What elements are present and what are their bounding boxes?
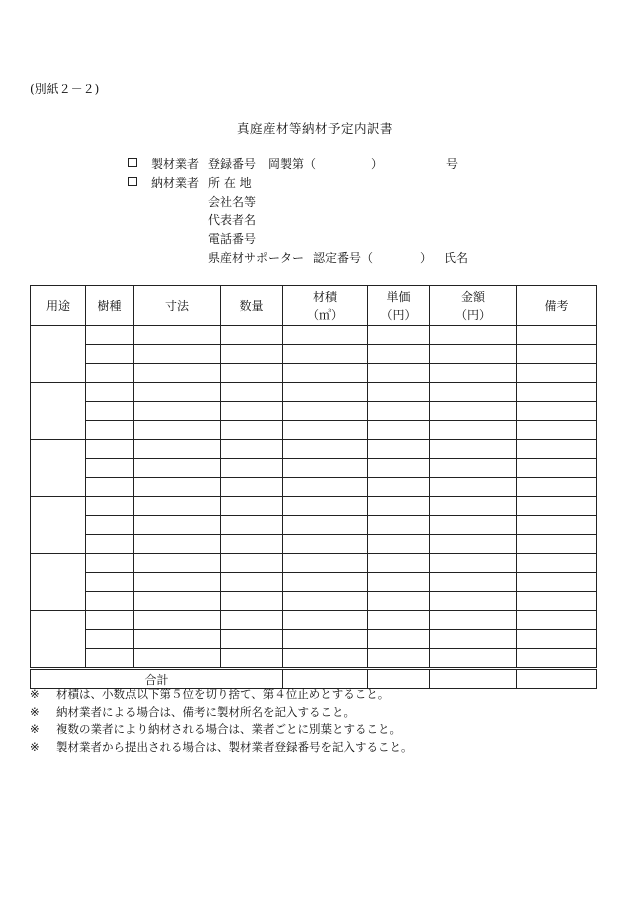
species-cell[interactable] xyxy=(86,649,134,669)
remarks-cell[interactable] xyxy=(517,402,597,421)
remarks-cell[interactable] xyxy=(517,383,597,402)
annex-label: (別紙２－２) xyxy=(30,82,100,96)
remarks-cell[interactable] xyxy=(517,554,597,573)
table-row xyxy=(31,478,597,497)
remarks-cell[interactable] xyxy=(517,459,597,478)
species-cell[interactable] xyxy=(86,440,134,459)
phone-label: 電話番号 xyxy=(208,232,257,246)
usage-cell[interactable] xyxy=(31,383,86,440)
total-remarks-cell[interactable] xyxy=(517,669,597,689)
table-row xyxy=(31,649,597,669)
remarks-cell[interactable] xyxy=(517,421,597,440)
remarks-cell[interactable] xyxy=(517,630,597,649)
unit-price-cell[interactable] xyxy=(368,326,430,345)
unit-price-cell[interactable] xyxy=(368,421,430,440)
quantity-cell[interactable] xyxy=(221,535,283,554)
dimensions-cell[interactable] xyxy=(134,459,221,478)
table-row xyxy=(31,383,597,402)
note-item: ※ 複数の業者により納材される場合は、業者ごとに別葉とすること。 xyxy=(30,722,401,736)
amount-cell[interactable] xyxy=(430,402,517,421)
volume-cell[interactable] xyxy=(283,459,368,478)
volume-cell[interactable] xyxy=(283,326,368,345)
dimensions-cell[interactable] xyxy=(134,478,221,497)
remarks-cell[interactable] xyxy=(517,535,597,554)
note-item: ※ 材積は、小数点以下第５位を切り捨て、第４位止めとすること。 xyxy=(30,687,390,701)
species-cell[interactable] xyxy=(86,611,134,630)
species-cell[interactable] xyxy=(86,345,134,364)
quantity-cell[interactable] xyxy=(221,402,283,421)
deliverer-checkbox[interactable] xyxy=(128,177,137,186)
dimensions-cell[interactable] xyxy=(134,649,221,669)
header-amount: 金額 （円） xyxy=(430,286,517,326)
usage-cell[interactable] xyxy=(31,440,86,497)
dimensions-cell[interactable] xyxy=(134,630,221,649)
species-cell[interactable] xyxy=(86,573,134,592)
dimensions-cell[interactable] xyxy=(134,573,221,592)
table-row xyxy=(31,516,597,535)
deliverer-label: 納材業者 xyxy=(151,176,200,190)
amount-cell[interactable] xyxy=(430,383,517,402)
note-item: ※ 納材業者による場合は、備考に製材所名を記入すること。 xyxy=(30,704,355,719)
remarks-cell[interactable] xyxy=(517,573,597,592)
unit-price-cell[interactable] xyxy=(368,535,430,554)
table-row xyxy=(31,592,597,611)
dimensions-cell[interactable] xyxy=(134,592,221,611)
volume-cell[interactable] xyxy=(283,554,368,573)
dimensions-cell[interactable] xyxy=(134,440,221,459)
registration-prefix: 岡製第（ xyxy=(268,157,317,171)
registration-number-label: 登録番号 xyxy=(208,157,257,171)
dimensions-cell[interactable] xyxy=(134,611,221,630)
unit-price-cell[interactable] xyxy=(368,573,430,592)
table-header-row xyxy=(31,286,597,326)
amount-cell[interactable] xyxy=(430,516,517,535)
remarks-cell[interactable] xyxy=(517,649,597,669)
dimensions-cell[interactable] xyxy=(134,497,221,516)
amount-cell[interactable] xyxy=(430,630,517,649)
species-cell[interactable] xyxy=(86,326,134,345)
amount-cell[interactable] xyxy=(430,611,517,630)
header-quantity: 数量 xyxy=(221,286,283,326)
header-volume: 材積 （㎥） xyxy=(283,286,368,326)
volume-cell[interactable] xyxy=(283,345,368,364)
quantity-cell[interactable] xyxy=(221,421,283,440)
table-row xyxy=(31,459,597,478)
dimensions-cell[interactable] xyxy=(134,364,221,383)
table-row xyxy=(31,364,597,383)
remarks-cell[interactable] xyxy=(517,611,597,630)
species-cell[interactable] xyxy=(86,516,134,535)
amount-cell[interactable] xyxy=(430,535,517,554)
dimensions-cell[interactable] xyxy=(134,516,221,535)
manufacturer-checkbox[interactable] xyxy=(128,158,137,167)
volume-cell[interactable] xyxy=(283,383,368,402)
quantity-cell[interactable] xyxy=(221,383,283,402)
species-cell[interactable] xyxy=(86,383,134,402)
volume-cell[interactable] xyxy=(283,573,368,592)
header-dimensions: 寸法 xyxy=(134,286,221,326)
remarks-cell[interactable] xyxy=(517,440,597,459)
representative-label: 代表者名 xyxy=(208,213,257,227)
quantity-cell[interactable] xyxy=(221,516,283,535)
volume-cell[interactable] xyxy=(283,402,368,421)
volume-cell[interactable] xyxy=(283,440,368,459)
species-cell[interactable] xyxy=(86,459,134,478)
unit-price-cell[interactable] xyxy=(368,459,430,478)
species-cell[interactable] xyxy=(86,554,134,573)
remarks-cell[interactable] xyxy=(517,592,597,611)
registration-suffix: 号 xyxy=(446,157,459,171)
dimensions-cell[interactable] xyxy=(134,345,221,364)
species-cell[interactable] xyxy=(86,497,134,516)
table-row xyxy=(31,440,597,459)
unit-price-cell[interactable] xyxy=(368,364,430,383)
table-row xyxy=(31,535,597,554)
note-item: ※ 製材業者から提出される場合は、製材業者登録番号を記入すること。 xyxy=(30,739,413,754)
amount-cell[interactable] xyxy=(430,440,517,459)
species-cell[interactable] xyxy=(86,421,134,440)
dimensions-cell[interactable] xyxy=(134,326,221,345)
supporter-row xyxy=(208,249,469,266)
amount-cell[interactable] xyxy=(430,478,517,497)
amount-cell[interactable] xyxy=(430,649,517,669)
quantity-cell[interactable] xyxy=(221,497,283,516)
species-cell[interactable] xyxy=(86,478,134,497)
volume-cell[interactable] xyxy=(283,478,368,497)
remarks-cell[interactable] xyxy=(517,497,597,516)
total-amount-cell[interactable] xyxy=(430,669,517,689)
quantity-cell[interactable] xyxy=(221,611,283,630)
remarks-cell[interactable] xyxy=(517,326,597,345)
table-row xyxy=(31,554,597,573)
volume-cell[interactable] xyxy=(283,497,368,516)
amount-cell[interactable] xyxy=(430,326,517,345)
remarks-cell[interactable] xyxy=(517,364,597,383)
deliverer-address-label: 所 在 地 xyxy=(208,176,252,190)
remarks-cell[interactable] xyxy=(517,478,597,497)
unit-price-cell[interactable] xyxy=(368,554,430,573)
unit-price-cell[interactable] xyxy=(368,630,430,649)
table-row xyxy=(31,630,597,649)
usage-cell[interactable] xyxy=(31,326,86,383)
volume-cell[interactable] xyxy=(283,611,368,630)
quantity-cell[interactable] xyxy=(221,478,283,497)
quantity-cell[interactable] xyxy=(221,573,283,592)
breakdown-table xyxy=(30,285,597,689)
unit-price-cell[interactable] xyxy=(368,592,430,611)
remarks-cell[interactable] xyxy=(517,345,597,364)
amount-cell[interactable] xyxy=(430,364,517,383)
dimensions-cell[interactable] xyxy=(134,535,221,554)
remarks-cell[interactable] xyxy=(517,516,597,535)
dimensions-cell[interactable] xyxy=(134,402,221,421)
unit-price-cell[interactable] xyxy=(368,649,430,669)
unit-price-cell[interactable] xyxy=(368,440,430,459)
total-label: 合計 xyxy=(31,669,283,689)
quantity-cell[interactable] xyxy=(221,364,283,383)
dimensions-cell[interactable] xyxy=(134,383,221,402)
volume-cell[interactable] xyxy=(283,535,368,554)
species-cell[interactable] xyxy=(86,592,134,611)
species-cell[interactable] xyxy=(86,630,134,649)
table-row xyxy=(31,573,597,592)
quantity-cell[interactable] xyxy=(221,630,283,649)
notes xyxy=(30,686,413,756)
amount-cell[interactable] xyxy=(430,592,517,611)
name-label: 氏名 xyxy=(444,251,469,265)
species-cell[interactable] xyxy=(86,402,134,421)
cert-close: ） xyxy=(420,251,433,265)
dimensions-cell[interactable] xyxy=(134,554,221,573)
table-row xyxy=(31,611,597,630)
table-row xyxy=(31,497,597,516)
header-remarks: 備考 xyxy=(517,286,597,326)
volume-cell[interactable] xyxy=(283,630,368,649)
supporter-label: 県産材サポーター xyxy=(208,251,305,265)
quantity-cell[interactable] xyxy=(221,649,283,669)
amount-cell[interactable] xyxy=(430,459,517,478)
quantity-cell[interactable] xyxy=(221,326,283,345)
species-cell[interactable] xyxy=(86,535,134,554)
usage-cell[interactable] xyxy=(31,554,86,611)
unit-price-cell[interactable] xyxy=(368,478,430,497)
species-cell[interactable] xyxy=(86,364,134,383)
usage-cell[interactable] xyxy=(31,611,86,669)
volume-cell[interactable] xyxy=(283,649,368,669)
unit-price-cell[interactable] xyxy=(368,516,430,535)
quantity-cell[interactable] xyxy=(221,440,283,459)
volume-cell[interactable] xyxy=(283,592,368,611)
unit-price-cell[interactable] xyxy=(368,402,430,421)
manufacturer-label: 製材業者 xyxy=(151,157,200,171)
amount-cell[interactable] xyxy=(430,573,517,592)
unit-price-cell[interactable] xyxy=(368,497,430,516)
registration-close: ） xyxy=(371,157,384,171)
unit-price-cell[interactable] xyxy=(368,345,430,364)
dimensions-cell[interactable] xyxy=(134,421,221,440)
amount-cell[interactable] xyxy=(430,554,517,573)
table-row xyxy=(31,326,597,345)
volume-cell[interactable] xyxy=(283,364,368,383)
table-row xyxy=(31,421,597,440)
header-species: 樹種 xyxy=(86,286,134,326)
volume-cell[interactable] xyxy=(283,516,368,535)
header-usage: 用途 xyxy=(31,286,86,326)
unit-price-cell[interactable] xyxy=(368,383,430,402)
usage-cell[interactable] xyxy=(31,497,86,554)
table-row xyxy=(31,345,597,364)
cert-number-label: 認定番号（ xyxy=(313,251,374,265)
amount-cell[interactable] xyxy=(430,421,517,440)
unit-price-cell[interactable] xyxy=(368,611,430,630)
volume-cell[interactable] xyxy=(283,421,368,440)
company-name-label: 会社名等 xyxy=(208,195,257,209)
quantity-cell[interactable] xyxy=(221,345,283,364)
header-unit-price: 単価 （円） xyxy=(368,286,430,326)
quantity-cell[interactable] xyxy=(221,592,283,611)
table-row xyxy=(31,402,597,421)
document-title: 真庭産材等納材予定内訳書 xyxy=(236,121,393,136)
amount-cell[interactable] xyxy=(430,497,517,516)
quantity-cell[interactable] xyxy=(221,459,283,478)
amount-cell[interactable] xyxy=(430,345,517,364)
quantity-cell[interactable] xyxy=(221,554,283,573)
